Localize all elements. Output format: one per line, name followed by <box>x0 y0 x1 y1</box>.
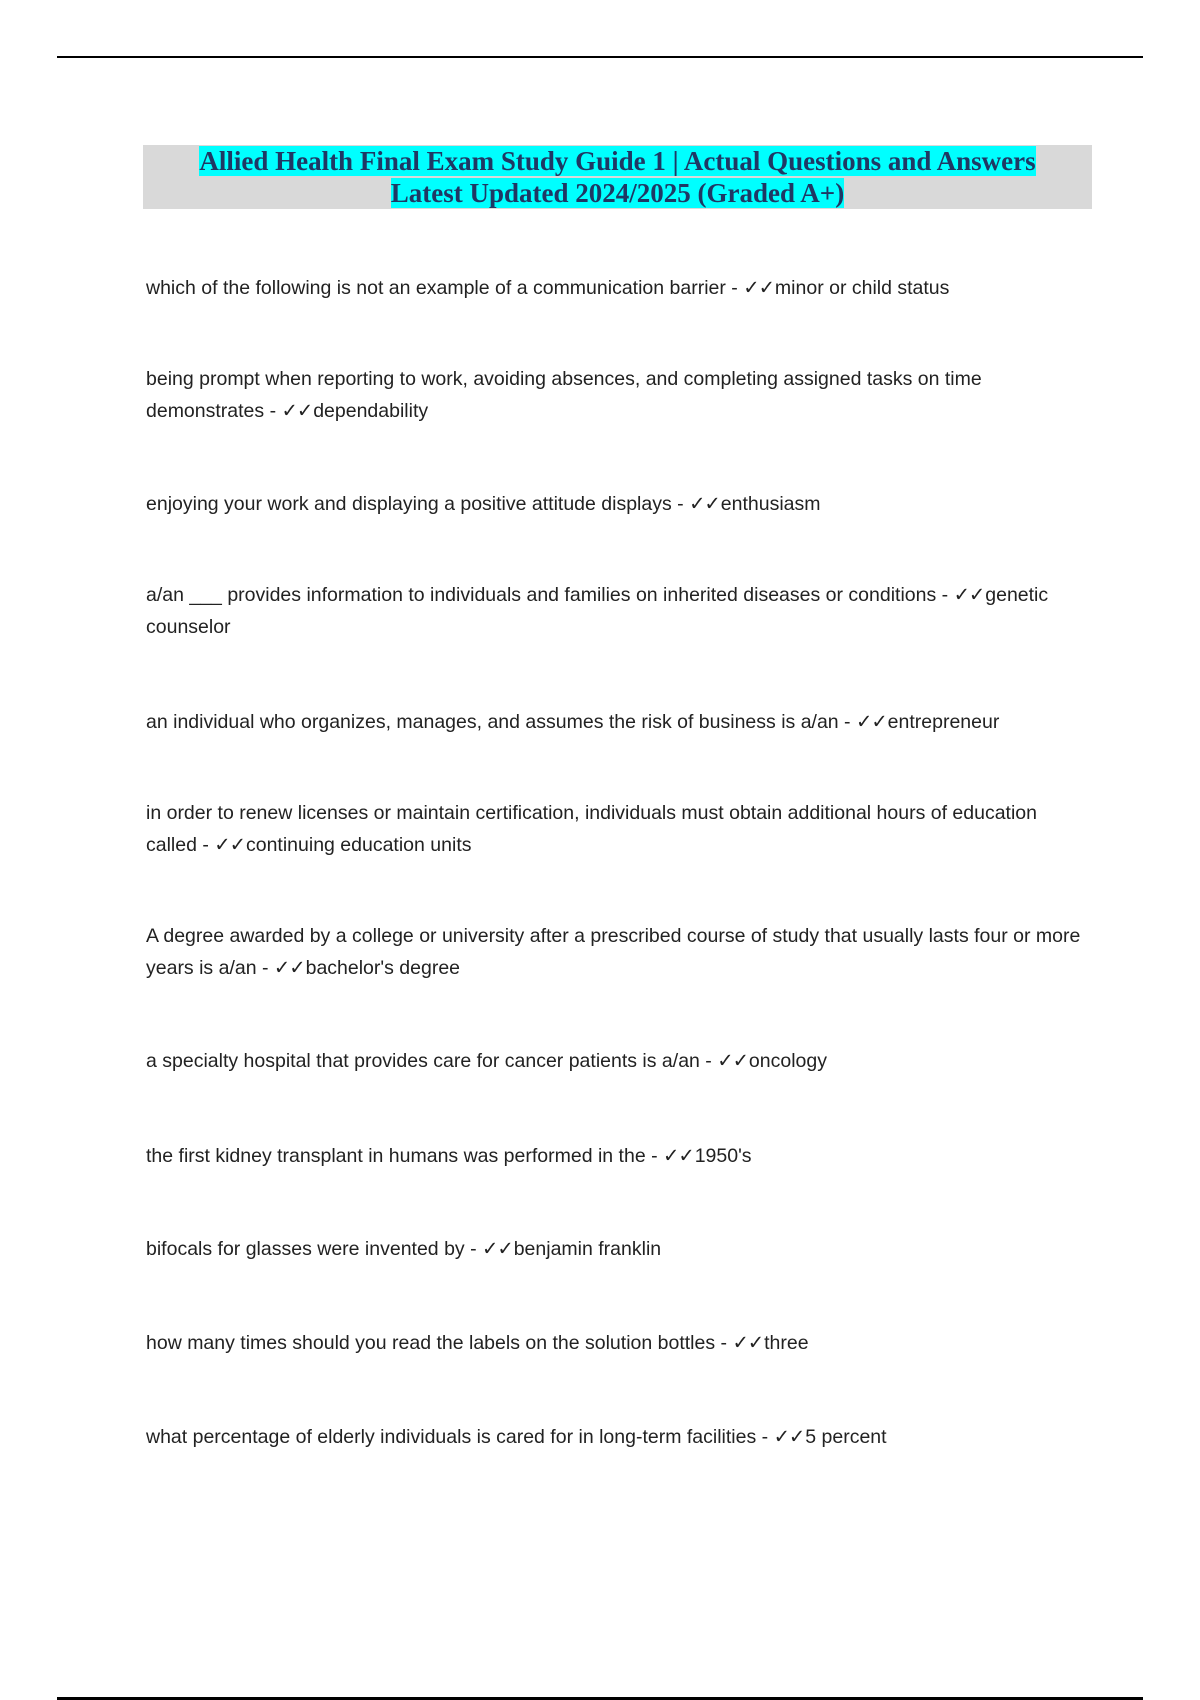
qa-item <box>146 1233 1086 1265</box>
question-text: an individual who organizes, manages, and assumes the risk of business is a/an <box>146 711 839 733</box>
separator: - <box>671 493 690 515</box>
answer-text: oncology <box>748 1050 827 1072</box>
answer-text: enthusiasm <box>720 493 821 515</box>
separator: - <box>838 711 856 733</box>
question-text: how many times should you read the labels on the solution bottles <box>146 1332 716 1354</box>
answer-text: 5 percent <box>805 1426 887 1448</box>
qa-item <box>146 1421 1086 1453</box>
title-line-2: Latest Updated 2024/2025 (Graded A+) <box>390 178 845 208</box>
answer-text: continuing education units <box>245 834 472 856</box>
answer-text: entrepreneur <box>887 711 1000 733</box>
double-check-icon: ✓✓ <box>743 277 774 299</box>
question-text: a specialty hospital that provides care for cancer patients is a/an <box>146 1050 700 1072</box>
separator: - <box>699 1050 718 1072</box>
double-check-icon: ✓✓ <box>281 400 313 422</box>
separator: - <box>725 277 744 299</box>
question-text: enjoying your work and displaying a positive attitude displays <box>146 493 672 515</box>
title-line-1: Allied Health Final Exam Study Guide 1 | Actual Questions and Answers <box>199 146 1036 176</box>
answer-text: three <box>764 1332 809 1354</box>
qa-item <box>146 1327 1086 1359</box>
qa-item <box>146 1045 1086 1077</box>
answer-text: dependability <box>313 400 429 422</box>
qa-item <box>146 1140 1086 1172</box>
double-check-icon: ✓✓ <box>663 1145 694 1167</box>
qa-item <box>146 797 1086 861</box>
question-text: the first kidney transplant in humans was performed in the <box>146 1145 646 1167</box>
double-check-icon: ✓✓ <box>953 584 985 606</box>
answer-text: bachelor's degree <box>305 957 461 979</box>
answer-text: 1950's <box>694 1145 752 1167</box>
question-text: A degree awarded by a college or university after a prescribed course of study that usually lasts four or more years is a/an <box>146 925 1081 979</box>
header-rule <box>57 56 1143 58</box>
separator: - <box>756 1426 774 1448</box>
answer-text: benjamin franklin <box>513 1238 662 1260</box>
double-check-icon: ✓✓ <box>855 711 887 733</box>
question-text: a/an ___ provides information to individuals and families on inherited diseases or conditions <box>146 584 937 606</box>
answer-text: genetic counselor <box>146 584 1049 638</box>
double-check-icon: ✓✓ <box>689 493 720 515</box>
separator: - <box>464 1238 483 1260</box>
answer-text: minor or child status <box>774 277 950 299</box>
separator: - <box>645 1145 664 1167</box>
qa-item <box>146 579 1086 643</box>
question-text: being prompt when reporting to work, avoiding absences, and completing assigned tasks on time demonstrates <box>146 368 982 422</box>
double-check-icon: ✓✓ <box>214 834 245 856</box>
separator: - <box>196 834 215 856</box>
title-box <box>143 145 1092 209</box>
qa-item <box>146 706 1086 738</box>
double-check-icon: ✓✓ <box>732 1332 764 1354</box>
qa-item <box>146 488 1086 520</box>
separator: - <box>256 957 274 979</box>
separator: - <box>264 400 282 422</box>
qa-item <box>146 272 1086 304</box>
question-text: bifocals for glasses were invented by <box>146 1238 465 1260</box>
question-text: in order to renew licenses or maintain certification, individuals must obtain additional hours of education called <box>146 802 1037 856</box>
question-text: which of the following is not an example of a communication barrier <box>146 277 726 299</box>
double-check-icon: ✓✓ <box>717 1050 748 1072</box>
separator: - <box>715 1332 733 1354</box>
question-text: what percentage of elderly individuals is cared for in long-term facilities <box>146 1426 757 1448</box>
qa-item <box>146 920 1086 984</box>
double-check-icon: ✓✓ <box>273 957 305 979</box>
double-check-icon: ✓✓ <box>482 1238 513 1260</box>
separator: - <box>936 584 954 606</box>
double-check-icon: ✓✓ <box>773 1426 805 1448</box>
qa-item <box>146 363 1086 427</box>
